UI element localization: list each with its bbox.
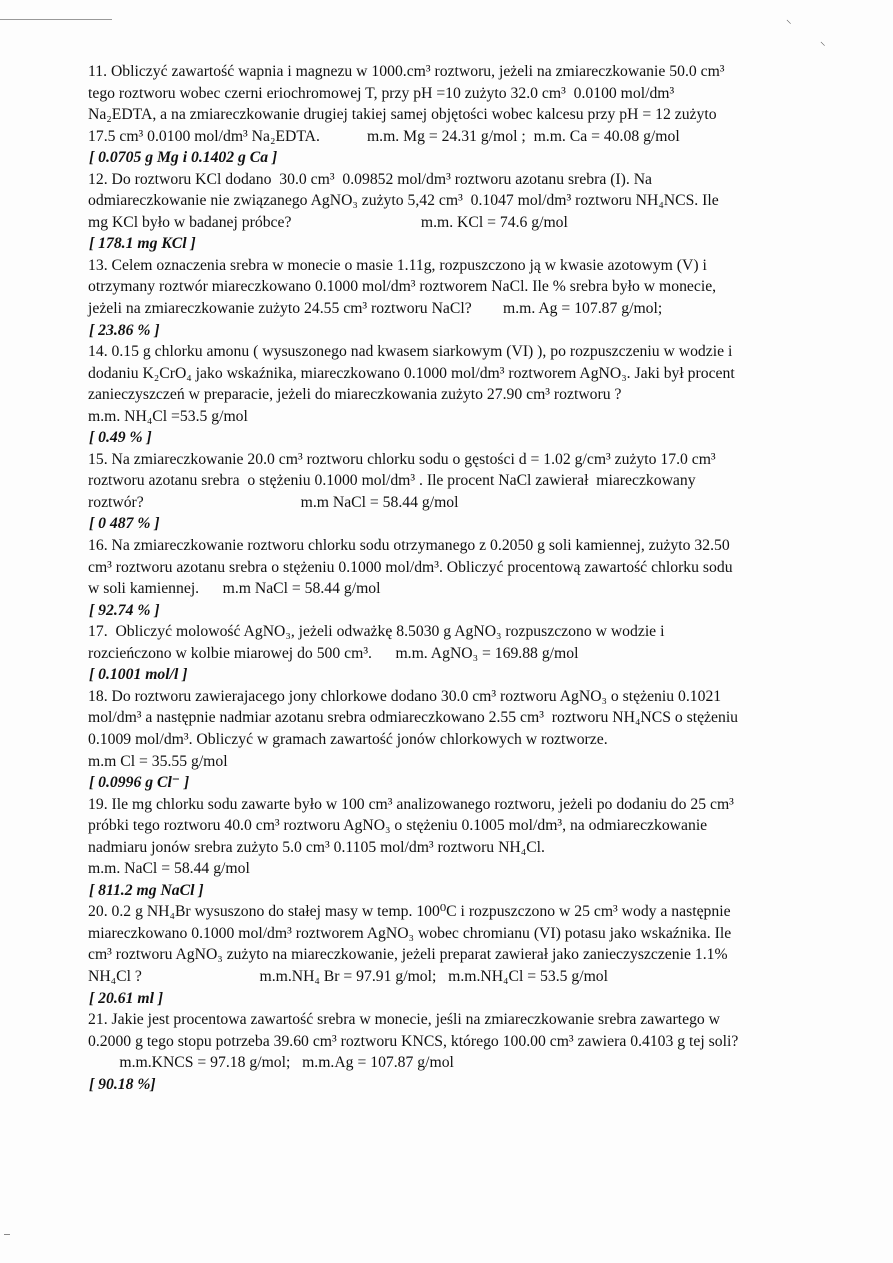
problem-15 (88, 449, 840, 535)
problem-line: 17.5 cm³ 0.0100 mol/dm³ Na₂EDTA. m.m. Mg = 24.31 g/mol ; m.m. Ca = 40.08 g/mol (88, 127, 680, 145)
problem-line: miareczkowano 0.1000 mol/dm³ roztworem AgNO₃ wobec chromianu (VI) potasu jako wskaźnika. Ile (88, 924, 732, 942)
problem-line: Na₂EDTA, a na zmiareczkowanie drugiej takiej samej objętości wobec kalcesu przy pH = 12 zużyto (88, 106, 717, 124)
problem-line: m.m. NH₄Cl =53.5 g/mol (88, 407, 248, 425)
answer: [ 0.1001 mol/l ] (89, 666, 188, 684)
problem-line: roztworu azotanu srebra o stężeniu 0.1000 mol/dm³ . Ile procent NaCl zawierał miareczkowany (88, 472, 696, 490)
problem-line: próbki tego roztworu 40.0 cm³ roztworu AgNO₃ o stężeniu 0.1005 mol/dm³, na odmiareczkowanie (88, 817, 708, 835)
problem-line: roztwór? m.m NaCl = 58.44 g/mol (88, 493, 459, 511)
problem-line: 19. Ile mg chlorku sodu zawarte było w 100 cm³ analizowanego roztworu, jeżeli po dodaniu do 25 cm³ (88, 795, 734, 813)
problem-line: 13. Celem oznaczenia srebra w monecie o masie 1.11g, rozpuszczono ją w kwasie azotowym (V) i (88, 256, 707, 274)
problem-line: 11. Obliczyć zawartość wapnia i magnezu w 1000.cm³ roztworu, jeżeli na zmiareczkowanie 50.0 cm³ (88, 63, 725, 80)
problem-14 (88, 341, 840, 449)
problem-line: 14. 0.15 g chlorku amonu ( wysuszonego nad kwasem siarkowym (VI) ), po rozpuszczeniu w wodzie i (88, 343, 733, 361)
problem-line: m.m. NaCl = 58.44 g/mol (88, 860, 250, 878)
scan-artifact-mark: ⸜ (820, 35, 826, 48)
problem-list (88, 61, 840, 1095)
problem-line: cm³ roztworu AgNO₃ zużyto na miareczkowanie, jeżeli preparat zawierał jako zanieczyszczenie 1.1% (88, 946, 728, 964)
answer: [ 811.2 mg NaCl ] (89, 881, 204, 899)
problem-13 (88, 255, 840, 341)
answer: [ 0 487 % ] (89, 515, 160, 533)
problem-19 (88, 794, 840, 902)
problem-line: w soli kamiennej. m.m NaCl = 58.44 g/mol (88, 580, 381, 598)
problem-line: rozcieńczono w kolbie miarowej do 500 cm³. m.m. AgNO₃ = 169.88 g/mol (88, 644, 579, 662)
problem-line: odmiareczkowanie nie związanego AgNO₃ zużyto 5,42 cm³ 0.1047 mol/dm³ roztworu NH₄NCS. Ile (88, 192, 719, 210)
problem-line: cm³ roztworu azotanu srebra o stężeniu 0.1000 mol/dm³. Obliczyć procentową zawartość chlorku sodu (88, 558, 733, 576)
edge-mark (4, 1234, 10, 1235)
problem-line: 0.1009 mol/dm³. Obliczyć w gramach zawartość jonów chlorkowych w roztworze. (88, 730, 608, 748)
answer: [ 20.61 ml ] (89, 989, 164, 1007)
problem-18 (88, 686, 840, 794)
problem-16 (88, 535, 840, 621)
answer: [ 0.0705 g Mg i 0.1402 g Ca ] (89, 149, 278, 167)
problem-line: otrzymany roztwór miareczkowano 0.1000 mol/dm³ roztworem NaCl. Ile % srebra było w monecie, (88, 278, 717, 296)
problem-line: nadmiaru jonów srebra zużyto 5.0 cm³ 0.1105 mol/dm³ roztworu NH₄Cl. (88, 838, 545, 856)
problem-line: 18. Do roztworu zawierajacego jony chlorkowe dodano 30.0 cm³ roztworu AgNO₃ o stężeniu 0.1021 (88, 687, 722, 705)
answer: [ 23.86 % ] (89, 321, 160, 339)
problem-line: dodaniu K₂CrO₄ jako wskaźnika, miareczkowano 0.1000 mol/dm³ roztworem AgNO₃. Jaki był procent (88, 364, 735, 382)
problem-11 (88, 61, 840, 169)
answer: [ 90.18 %] (89, 1075, 156, 1093)
problem-line: 0.2000 g tego stopu potrzeba 39.60 cm³ roztworu KNCS, którego 100.00 cm³ zawiera 0.4103 g tej soli? (88, 1032, 739, 1050)
problem-line: 21. Jakie jest procentowa zawartość srebra w monecie, jeśli na zmiareczkowanie srebra zawartego w (88, 1011, 721, 1029)
problem-line: mg KCl było w badanej próbce? m.m. KCl = 74.6 g/mol (88, 213, 568, 231)
answer: [ 178.1 mg KCl ] (89, 235, 196, 253)
problem-line: NH₄Cl ? m.m.NH₄ Br = 97.91 g/mol; m.m.NH₄Cl = 53.5 g/mol (88, 967, 608, 985)
problem-line: mol/dm³ a następnie nadmiar azotanu srebra odmiareczkowano 2.55 cm³ roztworu NH₄NCS o stężeniu (88, 709, 739, 727)
answer: [ 0.49 % ] (89, 429, 152, 447)
problem-line: 16. Na zmiareczkowanie roztworu chlorku sodu otrzymanego z 0.2050 g soli kamiennej, zużyto 32.50 (88, 537, 730, 555)
problem-line: 12. Do roztworu KCl dodano 30.0 cm³ 0.09852 mol/dm³ roztworu azotanu srebra (I). Na (88, 170, 653, 188)
problem-12 (88, 169, 840, 255)
answer: [ 0.0996 g Cl⁻ ] (89, 774, 190, 792)
problem-line: zanieczyszczeń w preparacie, jeżeli do miareczkowania zużyto 27.90 cm³ roztworu ? (88, 386, 622, 404)
problem-line: m.m.KNCS = 97.18 g/mol; m.m.Ag = 107.87 g/mol (88, 1054, 454, 1072)
page-edge-rule (0, 19, 112, 20)
problem-21 (88, 1009, 840, 1095)
answer: [ 92.74 % ] (89, 601, 160, 619)
problem-17 (88, 621, 840, 686)
problem-line: jeżeli na zmiareczkowanie zużyto 24.55 cm³ roztworu NaCl? m.m. Ag = 107.87 g/mol; (88, 300, 663, 318)
problem-line: 17. Obliczyć molowość AgNO₃, jeżeli odważkę 8.5030 g AgNO₃ rozpuszczono w wodzie i (88, 623, 665, 641)
problem-20 (88, 901, 840, 1009)
problem-line: 15. Na zmiareczkowanie 20.0 cm³ roztworu chlorku sodu o gęstości d = 1.02 g/cm³ zużyto 17.0 cm³ (88, 450, 716, 468)
scan-artifact-mark: ⸜ (786, 13, 792, 26)
problem-line: m.m Cl = 35.55 g/mol (88, 752, 228, 770)
problem-line: 20. 0.2 g NH₄Br wysuszono do stałej masy w temp. 100⁰C i rozpuszczono w 25 cm³ wody a następnie (88, 903, 731, 921)
problem-line: tego roztworu wobec czerni eriochromowej T, przy pH =10 zużyto 32.0 cm³ 0.0100 mol/dm³ (88, 84, 675, 102)
